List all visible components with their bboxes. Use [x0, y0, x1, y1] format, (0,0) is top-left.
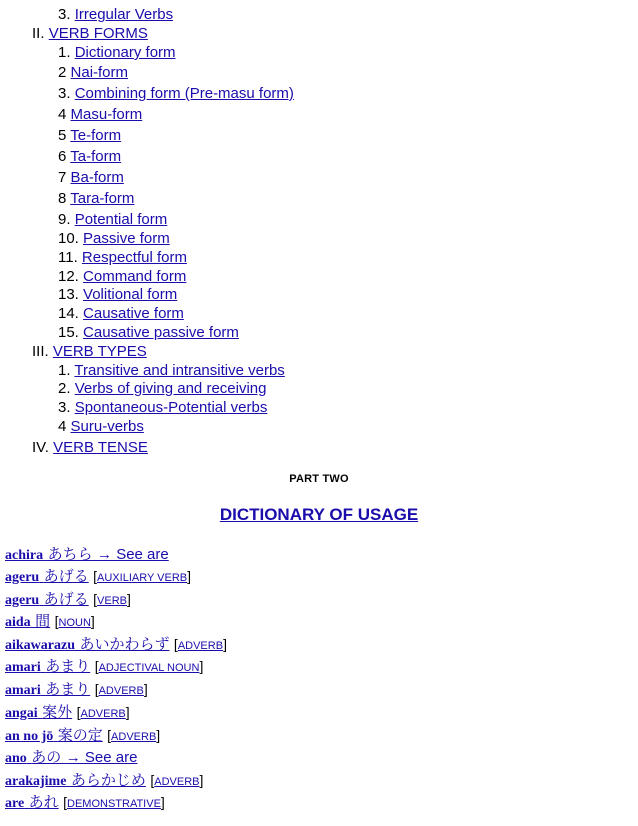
entry-romaji: achira	[5, 548, 44, 563]
toc-item	[32, 343, 147, 361]
entry-see-reference: → See are	[97, 546, 169, 563]
pos-open-bracket: [	[76, 704, 81, 720]
pos-open-bracket: [	[94, 681, 99, 697]
toc-marker: 1.	[58, 44, 71, 61]
toc-marker: 2.	[58, 380, 71, 397]
entry-romaji: aikawarazu	[5, 638, 75, 653]
toc-link[interactable]: Nai-form	[70, 64, 129, 81]
entry-kana: あの	[31, 748, 62, 766]
entry-kana: あげる	[43, 567, 89, 585]
toc-link[interactable]: Dictionary form	[74, 44, 176, 61]
entry-pos[interactable]: ADJECTIVAL NOUN	[98, 662, 200, 674]
toc-item	[58, 169, 124, 187]
entry-kana: あまり	[45, 680, 91, 698]
pos-open-bracket: [	[94, 658, 99, 674]
pos-open-bracket: [	[173, 636, 178, 652]
entry-link[interactable]	[5, 749, 137, 766]
toc-link[interactable]: Ba-form	[70, 169, 124, 186]
dictionary-entry	[5, 634, 227, 656]
entry-link[interactable]	[5, 591, 89, 608]
toc-marker: 12.	[58, 268, 79, 285]
toc-marker: 15.	[58, 324, 79, 341]
toc-marker: 9.	[58, 211, 71, 228]
pos-close-bracket: ]	[143, 681, 148, 697]
entry-romaji: an no jō	[5, 729, 54, 744]
entry-link[interactable]	[5, 546, 169, 563]
toc-marker: 3.	[58, 85, 71, 102]
entry-kana: あまり	[45, 657, 91, 675]
dictionary-entry	[5, 747, 137, 769]
toc-marker: 3.	[58, 399, 71, 416]
pos-close-bracket: ]	[90, 613, 95, 629]
toc-link[interactable]: Verbs of giving and receiving	[74, 380, 267, 397]
entry-kana: 間	[35, 612, 51, 630]
toc-link[interactable]: VERB TENSE	[53, 439, 148, 456]
toc-link[interactable]: Masu-form	[70, 106, 143, 123]
toc-link[interactable]: Suru-verbs	[70, 418, 144, 435]
dictionary-entry	[5, 679, 148, 701]
entry-pos[interactable]: ADVERB	[80, 708, 126, 720]
pos-close-bracket: ]	[199, 772, 204, 788]
toc-item	[58, 399, 267, 417]
toc-item	[58, 190, 134, 208]
toc-item	[58, 268, 186, 286]
toc-link[interactable]: Tara-form	[70, 190, 135, 207]
dictionary-entry	[5, 725, 160, 747]
entry-see-reference: → See are	[65, 749, 138, 766]
toc-item	[58, 44, 176, 62]
toc-item	[32, 25, 148, 43]
toc-marker: 13.	[58, 286, 79, 303]
toc-marker: 6	[58, 148, 67, 165]
toc-link[interactable]: Respectful form	[81, 249, 187, 266]
entry-romaji: are	[5, 796, 25, 811]
toc-item	[58, 286, 177, 304]
toc-marker: 3.	[58, 6, 71, 23]
toc-marker: II.	[32, 25, 45, 42]
toc-marker: 4	[58, 106, 67, 123]
pos-close-bracket: ]	[187, 568, 192, 584]
dictionary-entry	[5, 589, 131, 611]
dictionary-entry	[5, 544, 169, 566]
toc-link[interactable]: VERB FORMS	[48, 25, 148, 42]
toc-marker: III.	[32, 343, 49, 360]
toc-link[interactable]: Combining form (Pre-masu form)	[74, 85, 294, 102]
entry-link[interactable]	[5, 681, 90, 698]
entry-romaji: amari	[5, 683, 41, 698]
toc-item	[58, 211, 167, 229]
toc-marker: 1.	[58, 362, 71, 379]
entry-link[interactable]	[5, 772, 146, 789]
entry-link[interactable]	[5, 658, 90, 675]
toc-item	[58, 230, 170, 248]
pos-close-bracket: ]	[223, 636, 227, 652]
toc-item	[58, 249, 187, 267]
entry-romaji: amari	[5, 660, 41, 675]
toc-item	[58, 6, 173, 24]
toc-item	[58, 324, 239, 342]
pos-close-bracket: ]	[199, 658, 204, 674]
toc-item	[58, 418, 144, 436]
part-label: PART TWO	[289, 473, 349, 485]
entry-kana: あちら	[47, 545, 93, 563]
pos-open-bracket: [	[107, 727, 112, 743]
entry-pos[interactable]: ADVERB	[177, 640, 224, 652]
toc-marker: 8	[58, 190, 67, 207]
entry-pos[interactable]: ADVERB	[111, 731, 157, 743]
entry-kana: あいかわらず	[79, 635, 170, 653]
toc-marker: 7	[58, 169, 67, 186]
toc-marker: 11.	[58, 249, 78, 266]
entry-pos[interactable]: NOUN	[58, 617, 91, 629]
toc-item	[58, 305, 184, 323]
toc-item	[58, 127, 121, 145]
toc-item	[58, 380, 266, 398]
dictionary-entry	[5, 702, 130, 724]
entry-kana: あげる	[43, 590, 89, 608]
toc-link[interactable]: Causative form	[83, 305, 184, 322]
pos-open-bracket: [	[150, 772, 155, 788]
entry-link[interactable]	[5, 727, 103, 744]
entry-romaji: ageru	[5, 593, 40, 608]
pos-open-bracket: [	[93, 591, 98, 607]
entry-pos[interactable]: DEMONSTRATIVE	[67, 798, 161, 810]
entry-romaji: ano	[5, 751, 27, 766]
pos-open-bracket: [	[63, 794, 67, 810]
toc-marker: 4	[58, 418, 67, 435]
entry-link[interactable]	[5, 613, 50, 630]
entry-romaji: ageru	[5, 570, 40, 585]
entry-romaji: arakajime	[5, 774, 67, 789]
entry-link[interactable]	[5, 636, 169, 653]
toc-link[interactable]: Te-form	[70, 127, 122, 144]
entry-kana: あらかじめ	[70, 771, 146, 789]
dictionary-entry	[5, 611, 95, 633]
pos-close-bracket: ]	[160, 794, 165, 810]
entry-link[interactable]	[5, 568, 89, 585]
pos-open-bracket: [	[93, 568, 98, 584]
dictionary-entry	[5, 770, 203, 792]
dictionary-entry	[5, 566, 191, 588]
toc-item	[58, 362, 285, 380]
dictionary-entry	[5, 792, 165, 814]
toc-item	[58, 148, 121, 166]
entry-pos[interactable]: ADVERB	[98, 685, 144, 697]
entry-link[interactable]	[5, 704, 72, 721]
toc-item	[32, 439, 148, 457]
toc-marker: IV.	[32, 439, 49, 456]
pos-open-bracket: [	[54, 613, 59, 629]
part-title	[0, 505, 638, 525]
toc-link[interactable]: Causative passive form	[83, 324, 239, 341]
toc-link[interactable]: Command form	[83, 268, 187, 285]
toc-link[interactable]: Ta-form	[70, 148, 122, 165]
toc-item	[58, 64, 128, 82]
toc-link[interactable]: Volitional form	[83, 286, 178, 303]
toc-item	[58, 106, 142, 124]
dictionary-entry	[5, 656, 203, 678]
entry-romaji: aida	[5, 615, 31, 630]
entry-pos[interactable]: VERB	[97, 595, 127, 607]
entry-kana: 案外	[42, 703, 73, 721]
toc-link[interactable]: Spontaneous-Potential verbs	[74, 399, 268, 416]
toc-marker: 14.	[58, 305, 79, 322]
toc-marker: 2	[58, 64, 67, 81]
entry-pos[interactable]: ADVERB	[154, 776, 200, 788]
toc-link[interactable]: Irregular Verbs	[74, 6, 174, 23]
toc-marker: 5	[58, 127, 67, 144]
entry-kana: あれ	[28, 793, 59, 811]
pos-close-bracket: ]	[125, 704, 130, 720]
toc-item	[58, 85, 294, 103]
toc-link[interactable]: Potential form	[74, 211, 168, 228]
part-title-link[interactable]: DICTIONARY OF USAGE	[219, 505, 419, 524]
entry-link[interactable]	[5, 794, 59, 811]
toc-link[interactable]: VERB TYPES	[52, 343, 147, 360]
toc-marker: 10.	[58, 230, 79, 247]
entry-pos[interactable]: AUXILIARY VERB	[97, 572, 188, 584]
entry-kana: 案の定	[57, 726, 103, 744]
toc-link[interactable]: Passive form	[83, 230, 170, 247]
pos-close-bracket: ]	[127, 591, 131, 607]
pos-close-bracket: ]	[156, 727, 161, 743]
toc-link[interactable]: Transitive and intransitive verbs	[74, 362, 285, 379]
entry-romaji: angai	[5, 706, 38, 721]
